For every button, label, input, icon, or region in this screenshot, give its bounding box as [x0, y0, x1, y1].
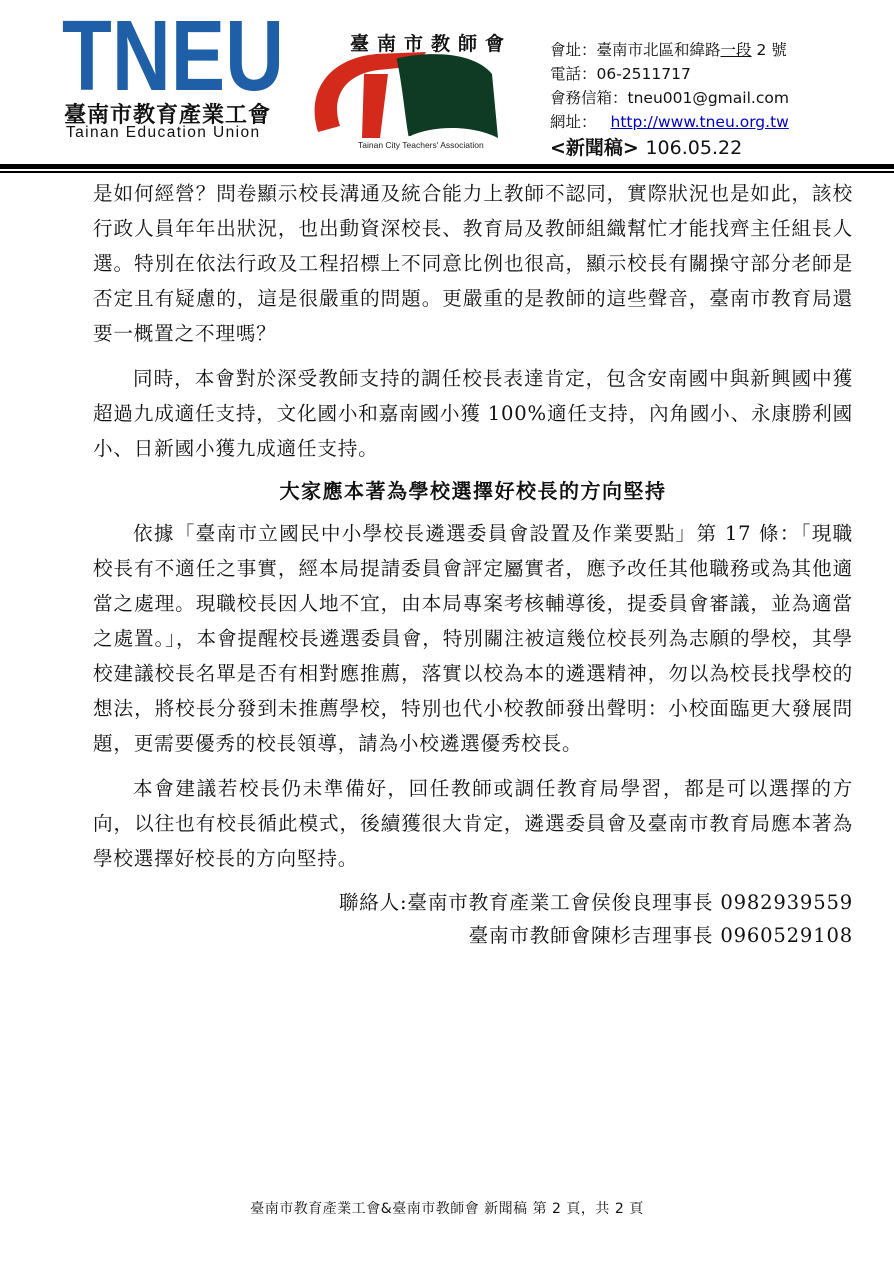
section-title: 大家應本著為學校選擇好校長的方向堅持	[279, 479, 667, 503]
press-label: <新聞稿>	[550, 137, 639, 159]
website-link[interactable]: http://www.tneu.org.tw	[610, 113, 789, 131]
address-prefix: 會址：臺南市北區和緯路	[550, 41, 721, 59]
paragraph-1: 是如何經營？問卷顯示校長溝通及統合能力上教師不認同，實際狀況也是如此，該校行政人員年年出狀況，也出動資深校長、教育局及教師組織幫忙才能找齊主任組長人選。特別在依法行政及工程招標上不同意比例也很高，顯示校長有關操守部分老師是否定且有疑慮的，這是很嚴重的問題。更嚴重的是教師的這些聲音，臺南市教育局還要一概置之不理嗎？	[93, 182, 853, 345]
address-underlined: 一段	[720, 41, 752, 59]
header-divider-thick	[0, 164, 894, 169]
paragraph-4: 本會建議若校長仍未準備好，回任教師或調任教育局學習，都是可以選擇的方向，以往也有校長循此模式，後續獲很大肯定，遴選委員會及臺南市教育局應本著為學校選擇好校長的方向堅持。	[93, 777, 853, 870]
paragraph-3: 依據「臺南市立國民中小學校長遴選委員會設置及作業要點」第 17 條：「現職校長有不適任之事實，經本局提請委員會評定屬實者，應予改任其他職務或為其他適當之處理。現職校長因人地不宜，由本局專案考核輔導後，提委員會審議，並為適當之處置。」，本會提醒校長遴選委員會，特別關注被這幾位校長列為志願的學校，其學校建議校長名單是否有相對應推薦，落實以校為本的遴選精神，勿以為校長找學校的想法，將校長分發到未推薦學校，特別也代小校教師發出聲明：小校面臨更大發展問題，更需要優秀的校長領導，請為小校遴選優秀校長。	[93, 522, 853, 755]
tneu-name-cn: 臺南市教育產業工會	[64, 103, 272, 128]
website-line	[550, 110, 789, 134]
contact-persons	[93, 886, 853, 952]
tneu-logo-letters	[62, 14, 284, 92]
address-suffix: 2 號	[756, 41, 787, 59]
paragraph-2: 同時，本會對於深受教師支持的調任校長表達肯定，包含安南國中與新興國中獲超過九成適任支持，文化國小和嘉南國小獲 100%適任支持，內角國小、永康勝利國小、日新國小獲九成適任支持。	[93, 367, 853, 460]
tta-name-en: Tainan City Teachers' Association	[358, 140, 484, 150]
press-release-line	[550, 136, 789, 160]
phone-line: 電話：06-2511717	[550, 65, 691, 83]
press-date: 106.05.22	[645, 137, 743, 159]
email-line: 會務信箱：tneu001@gmail.com	[550, 89, 789, 107]
header-divider-thin	[0, 171, 894, 173]
tta-name-cn: 臺南市教師會	[350, 33, 506, 55]
tneu-logo	[62, 14, 284, 144]
address-line	[550, 38, 789, 62]
page-footer: 臺南市教育產業工會&臺南市教師會 新聞稿 第 2 頁，共 2 頁	[250, 1201, 644, 1217]
contact-person-1: 聯絡人:臺南市教育產業工會侯俊良理事長 0982939559	[338, 891, 853, 914]
contact-block	[550, 38, 789, 160]
tneu-name-en: Tainan Education Union	[66, 124, 261, 141]
website-label: 網址：	[550, 113, 597, 131]
contact-person-2: 臺南市教師會陳杉吉理事長 0960529108	[468, 924, 853, 947]
tneu-logo-text: TNEU	[62, 14, 284, 92]
tta-logo	[306, 14, 506, 154]
press-release-body	[93, 176, 853, 952]
tta-emblem	[306, 14, 506, 154]
